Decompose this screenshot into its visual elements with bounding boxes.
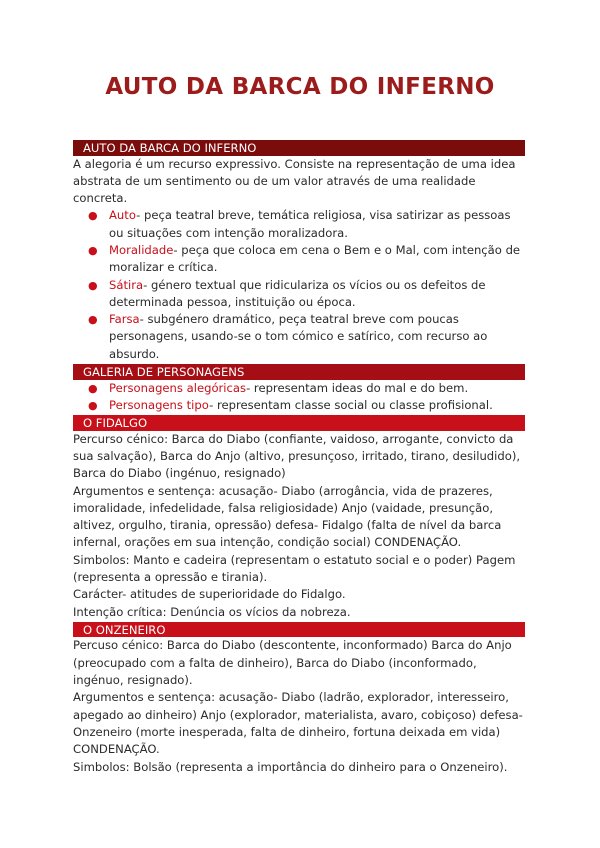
fidalgo-intencao: Intenção crítica: Denúncia os vícios da nobreza. bbox=[73, 604, 351, 619]
bullet-icon: ● bbox=[88, 243, 98, 257]
term-text: - subgénero dramático, peça teatral breve com poucas personagens, usando-se o tom cómico e satírico, com recurso ao absurdo. bbox=[109, 312, 488, 361]
onzeneiro-simbolos: Simbolos: Bolsão (representa a importância do dinheiro para o Onzeneiro). bbox=[73, 759, 508, 774]
onzeneiro-argumentos: Argumentos e sentença: acusação- Diabo (ladrão, explorador, interesseiro, apegado ao dinheiro) Anjo (explorador, materialista, avaro, cobiçoso) defesa- Onzeneiro (morte inesperada, falta de dinheiro, fortuna deixada em vida) CONDENAÇÃO. bbox=[73, 690, 523, 757]
term-text: - peça que coloca em cena o Bem e o Mal, com intenção de moralizar e crítica. bbox=[109, 242, 521, 275]
term-label: Moralidade bbox=[109, 242, 174, 257]
onzeneiro-percurso: Percuso cénico: Barca do Diabo (descontente, inconformado) Barca do Anjo (preocupado com a falta de dinheiro), Barca do Diabo (inconformado, ingénuo, resignado). bbox=[73, 638, 512, 688]
term-text: - género textual que ridiculariza os vícios ou os defeitos de determinada pessoa, instituição ou época. bbox=[109, 277, 486, 309]
characters-list bbox=[73, 380, 525, 415]
fidalgo-argumentos: Argumentos e sentença: acusação- Diabo (arrogância, vida de prazeres, imoralidade, infedelidade, falsa religiosidade) Anjo (vaidade, presunção, altivez, orgulho, tirania, opressão) defesa- Fidalgo (falta de nível da barca infernal, orações em sua intenção, condição social) CONDENAÇÃO. bbox=[73, 483, 502, 550]
section-heading-fidalgo: O FIDALGO bbox=[73, 415, 525, 431]
definitions-list bbox=[73, 207, 525, 363]
term-label: Sátira bbox=[109, 277, 144, 292]
bullet-icon: ● bbox=[88, 313, 98, 327]
term-label: Farsa bbox=[109, 312, 140, 327]
term-label: Auto bbox=[109, 208, 137, 223]
list-item bbox=[73, 397, 525, 414]
term-label: Personagens tipo bbox=[109, 397, 210, 412]
list-item bbox=[73, 207, 525, 242]
list-item bbox=[73, 277, 525, 312]
list-item bbox=[73, 380, 525, 397]
fidalgo-percurso: Percurso cénico: Barca do Diabo (confiante, vaidoso, arrogante, convicto da sua salvação), Barca do Anjo (altivo, presunçoso, irritado, tirano, desiludido), Barca do Diabo (ingénuo, resignado) bbox=[73, 431, 521, 481]
bullet-icon: ● bbox=[88, 398, 98, 412]
document-body bbox=[73, 139, 525, 776]
bullet-icon: ● bbox=[88, 381, 98, 395]
term-label: Personagens alegóricas bbox=[109, 380, 247, 395]
section-heading-onzeneiro: O ONZENEIRO bbox=[73, 622, 525, 638]
list-item bbox=[73, 242, 525, 277]
term-text: - representam classe social ou classe profisional. bbox=[209, 397, 493, 412]
fidalgo-simbolos: Simbolos: Manto e cadeira (representam o estatuto social e o poder) Pagem (representa a opressão e tirania). bbox=[73, 552, 516, 585]
term-text: - peça teatral breve, temática religiosa, visa satirizar as pessoas ou situações com intenção moralizadora. bbox=[109, 208, 511, 240]
term-text: - representam ideas do mal e do bem. bbox=[246, 380, 469, 395]
bullet-icon: ● bbox=[88, 209, 98, 223]
section-heading-auto: AUTO DA BARCA DO INFERNO bbox=[73, 140, 525, 156]
page-title: AUTO DA BARCA DO INFERNO bbox=[105, 74, 495, 100]
section-heading-galeria: GALERIA DE PERSONAGENS bbox=[73, 364, 525, 380]
bullet-icon: ● bbox=[88, 278, 98, 292]
fidalgo-caracter: Carácter- atitudes de superioridade do Fidalgo. bbox=[73, 587, 346, 602]
intro-paragraph: A alegoria é um recurso expressivo. Consiste na representação de uma idea abstrata de um sentimento ou de um valor através de uma realidade concreta. bbox=[73, 156, 516, 206]
list-item bbox=[73, 311, 525, 363]
